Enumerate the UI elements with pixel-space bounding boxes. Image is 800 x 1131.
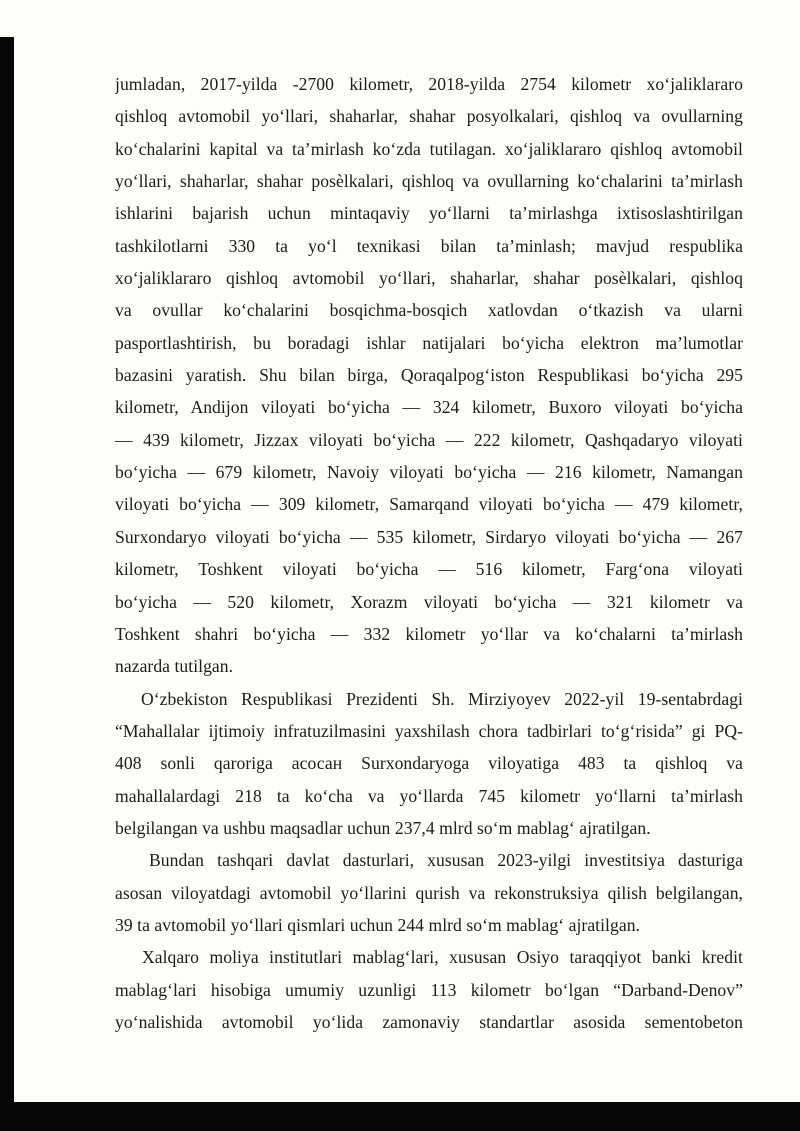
- scan-edge-bottom-bar: [0, 1102, 800, 1131]
- text-line: Toshkent shahri bo‘yicha — 332 kilometr yo‘llar va ko‘chalarni ta’mirlash: [115, 623, 743, 644]
- scan-edge-left-bar: [0, 37, 14, 1131]
- paragraph: [115, 844, 743, 941]
- text-line: Bundan tashqari davlat dasturlari, xususan 2023-yilgi investitsiya dasturiga: [149, 850, 743, 871]
- text-line: — 439 kilometr, Jizzax viloyati bo‘yicha — 222 kilometr, Qashqadaryo viloyati: [115, 429, 743, 450]
- text-line: tashkilotlarni 330 ta yo‘l texnikasi bilan ta’minlash; mavjud respublika: [115, 235, 743, 256]
- text-line: bo‘yicha — 679 kilometr, Navoiy viloyati bo‘yicha — 216 kilometr, Namangan: [115, 462, 743, 483]
- paragraph: [115, 683, 743, 845]
- text-line: qishloq avtomobil yo‘llari, shaharlar, shahar posyolkalari, qishloq va ovullarning: [115, 106, 743, 127]
- text-line: xo‘jaliklararo qishloq avtomobil yo‘llari, shaharlar, shahar posèlkalari, qishloq: [115, 268, 743, 289]
- text-line: pasportlashtirish, bu boradagi ishlar natijalari bo‘yicha elektron ma’lumotlar: [115, 332, 743, 353]
- text-line: viloyati bo‘yicha — 309 kilometr, Samarqand viloyati bo‘yicha — 479 kilometr,: [115, 494, 743, 515]
- text-line: bazasini yaratish. Shu bilan birga, Qoraqalpog‘iston Respublikasi bo‘yicha 295: [115, 365, 743, 386]
- text-line: kilometr, Andijon viloyati bo‘yicha — 324 kilometr, Buxoro viloyati bo‘yicha: [115, 397, 743, 418]
- text-line: mablag‘lari hisobiga umumiy uzunligi 113 kilometr bo‘lgan “Darband-Denov”: [115, 979, 743, 1000]
- text-line: va ovullar ko‘chalarini bosqichma-bosqich xatlovdan o‘tkazish va ularni: [115, 300, 743, 321]
- paragraph: [115, 68, 743, 683]
- text-line: asosan viloyatdagi avtomobil yo‘llarini qurish va rekonstruksiya qilish belgilangan,: [115, 882, 743, 903]
- text-line: ko‘chalarini kapital va ta’mirlash ko‘zda tutilagan. xo‘jaliklararo qishloq avtomobil: [115, 138, 743, 159]
- text-line: 39 ta avtomobil yo‘llari qismlari uchun 244 mlrd so‘m mablag‘ ajratilgan.: [115, 914, 640, 935]
- text-line: belgilangan va ushbu maqsadlar uchun 237,4 mlrd so‘m mablag‘ ajratilgan.: [115, 817, 651, 838]
- text-line: 408 sonli qaroriga асосан Surxondaryoga viloyatiga 483 ta qishloq va: [115, 753, 743, 774]
- text-line: nazarda tutilgan.: [115, 656, 234, 677]
- text-line: ishlarini bajarish uchun mintaqaviy yo‘llarni ta’mirlashga ixtisoslashtirilgan: [115, 203, 743, 224]
- text-line: kilometr, Toshkent viloyati bo‘yicha — 516 kilometr, Farg‘ona viloyati: [115, 559, 743, 580]
- text-line: Xalqaro moliya institutlari mablag‘lari, xususan Osiyo taraqqiyot banki kredit: [142, 947, 743, 968]
- text-line: “Mahallalar ijtimoiy infratuzilmasini yaxshilash chora tadbirlari to‘g‘risida” gi PQ-: [115, 720, 743, 741]
- text-line: mahallalardagi 218 ta ko‘cha va yo‘llarda 745 kilometr yo‘llarni ta’mirlash: [115, 785, 743, 806]
- text-line: Surxondaryo viloyati bo‘yicha — 535 kilometr, Sirdaryo viloyati bo‘yicha — 267: [115, 526, 743, 547]
- text-line: yo‘nalishida avtomobil yo‘lida zamonaviy standartlar asosida sementobeton: [115, 1011, 743, 1032]
- text-block: [115, 68, 743, 1038]
- text-line: bo‘yicha — 520 kilometr, Xorazm viloyati bo‘yicha — 321 kilometr va: [115, 591, 743, 612]
- text-line: O‘zbekiston Respublikasi Prezidenti Sh. Mirziyoyev 2022-yil 19-sentabrdagi: [141, 688, 743, 709]
- text-line: jumladan, 2017-yilda -2700 kilometr, 2018-yilda 2754 kilometr xo‘jaliklararo: [115, 74, 743, 94]
- paragraph: [115, 941, 743, 1038]
- text-line: yo‘llari, shaharlar, shahar posèlkalari, qishloq va ovullarning ko‘chalarini ta’mirlash: [115, 171, 743, 192]
